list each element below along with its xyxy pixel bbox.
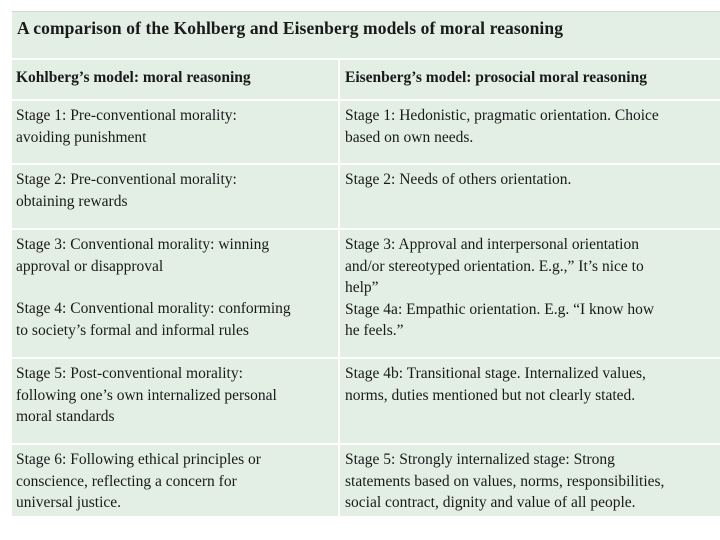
text-line: Stage 1: Hedonistic, pragmatic orientation. Choice	[345, 107, 659, 124]
row-divider	[12, 443, 720, 445]
header-eisenberg: Eisenberg’s model: prosocial moral reasoning	[345, 69, 647, 86]
table-title: A comparison of the Kohlberg and Eisenberg models of moral reasoning	[17, 18, 564, 38]
eisenberg-stage-1	[345, 105, 659, 148]
kohlberg-stage-6	[16, 449, 261, 514]
text-line: help”	[345, 279, 379, 296]
eisenberg-stage-2	[345, 169, 571, 191]
column-divider	[338, 60, 340, 516]
text-line: to society’s formal and informal rules	[16, 321, 249, 339]
text-line: Stage 2: Needs of others orientation.	[345, 171, 572, 188]
row-divider	[12, 228, 720, 230]
eisenberg-stage-3-4a	[345, 234, 654, 342]
text-line: universal justice.	[16, 494, 122, 511]
title-bar	[12, 11, 720, 59]
text-line: Stage 3: Conventional morality: winning	[16, 236, 270, 253]
kohlberg-stage-1	[16, 105, 237, 148]
text-line: he feels.”	[345, 322, 404, 339]
text-line: conscience, reflecting a concern for	[16, 472, 237, 490]
text-line: social contract, dignity and value of all people.	[345, 494, 636, 511]
eisenberg-stage-4b	[345, 363, 646, 406]
text-line: norms, duties mentioned but not clearly stated.	[345, 386, 636, 404]
text-line: obtaining rewards	[16, 192, 128, 210]
header-divider	[12, 99, 720, 101]
row-divider	[12, 163, 720, 165]
text-line: Stage 1: Pre-conventional morality:	[16, 107, 237, 124]
text-line: Stage 4: Conventional morality: conforming	[16, 300, 291, 317]
eisenberg-stage-5	[345, 449, 664, 514]
kohlberg-stage-2	[16, 169, 237, 212]
kohlberg-stage-4	[16, 298, 291, 341]
text-line: Stage 5: Post-conventional morality:	[16, 365, 243, 382]
text-line: avoiding punishment	[16, 128, 147, 146]
text-line: Stage 2: Pre-conventional morality:	[16, 171, 237, 188]
text-line: Stage 4b: Transitional stage. Internalized values,	[345, 365, 646, 382]
text-line: moral standards	[16, 408, 115, 425]
header-kohlberg: Kohlberg’s model: moral reasoning	[16, 69, 251, 86]
kohlberg-stage-3	[16, 234, 269, 277]
text-line: Stage 4a: Empathic orientation. E.g. “I know how	[345, 300, 655, 318]
text-line: Stage 5: Strongly internalized stage: Strong	[345, 451, 615, 468]
text-line: approval or disapproval	[16, 257, 164, 275]
text-line: and/or stereotyped orientation. E.g.,” It’s nice to	[345, 257, 644, 275]
row-divider	[12, 357, 720, 359]
text-line: Stage 6: Following ethical principles or	[16, 451, 261, 468]
kohlberg-stage-5	[16, 363, 277, 428]
text-line: statements based on values, norms, responsibilities,	[345, 472, 665, 490]
comparison-table	[12, 60, 720, 516]
text-line: following one’s own internalized personal	[16, 386, 277, 404]
text-line: based on own needs.	[345, 128, 474, 146]
text-line: Stage 3: Approval and interpersonal orientation	[345, 236, 639, 253]
